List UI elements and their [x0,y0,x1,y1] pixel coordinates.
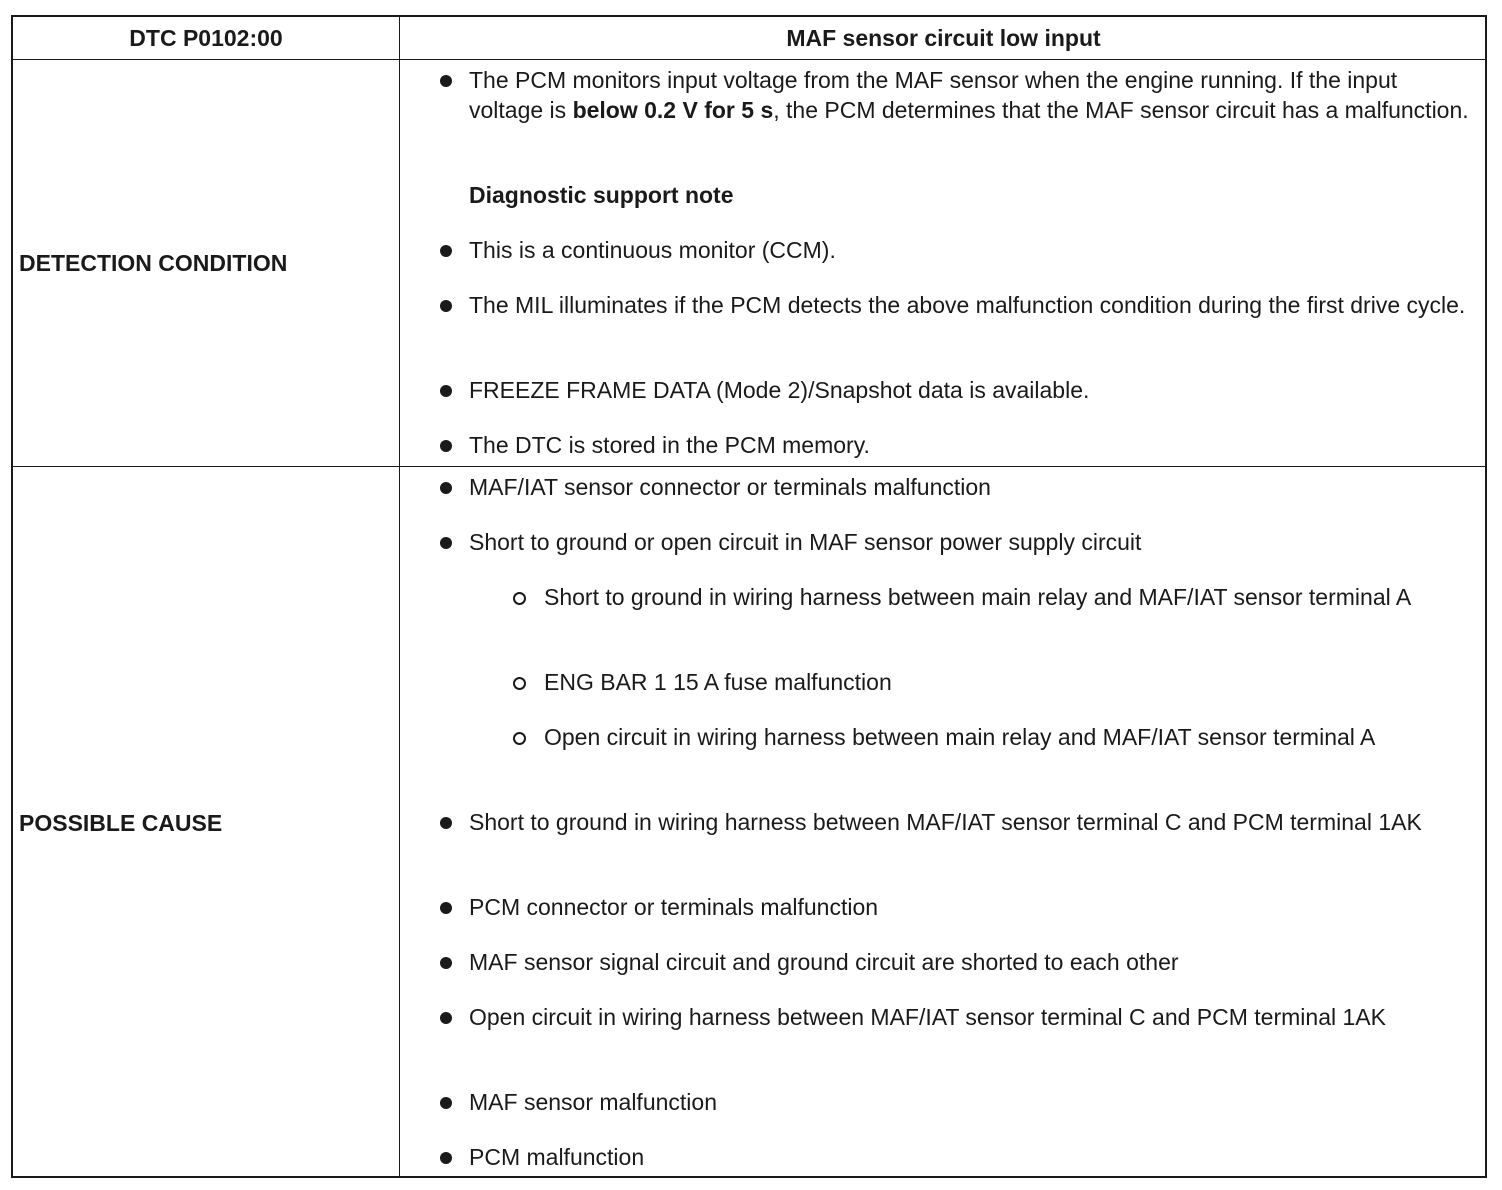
detection-item-text: The PCM monitors input voltage from the MAF sensor when the engine running. If the input voltage is [469,67,1398,123]
bullet-icon [440,1012,452,1024]
detection-item-freeze-frame: FREEZE FRAME DATA (Mode 2)/Snapshot data is available. [469,377,1090,403]
bullet-icon [440,902,452,914]
bullet-icon [440,1097,452,1109]
cause-item: Short to ground in wiring harness between MAF/IAT sensor terminal C and PCM terminal 1AK [469,809,1422,835]
bullet-icon [440,482,452,494]
cause-sub-item: ENG BAR 1 15 A fuse malfunction [544,669,892,695]
cause-item: Short to ground or open circuit in MAF sensor power supply circuit [469,529,1142,555]
detection-item-monitor [469,65,1469,125]
detection-threshold: below 0.2 V for 5 s [572,97,774,123]
cause-sub-item: Open circuit in wiring harness between main relay and MAF/IAT sensor terminal A [544,724,1376,750]
detection-item-mil: The MIL illuminates if the PCM detects the above malfunction condition during the first drive cycle. [469,292,1466,318]
cause-item: MAF sensor signal circuit and ground circuit are shorted to each other [469,949,1179,975]
bullet-icon [440,1152,452,1164]
bullet-icon [440,385,452,397]
header-divider [13,59,1485,60]
detection-item-ccm: This is a continuous monitor (CCM). [469,237,836,263]
sub-bullet-icon [513,732,526,745]
cause-item: MAF sensor malfunction [469,1089,717,1115]
dtc-table [11,15,1487,1178]
cause-item: MAF/IAT sensor connector or terminals malfunction [469,474,991,500]
bullet-icon [440,440,452,452]
row-divider [13,466,1485,467]
cause-item: Open circuit in wiring harness between MAF/IAT sensor terminal C and PCM terminal 1AK [469,1004,1386,1030]
detection-item-text: , the PCM determines that the MAF sensor circuit has a malfunction. [773,97,1469,123]
bullet-icon [440,75,452,87]
possible-cause-label: POSSIBLE CAUSE [19,810,223,836]
cause-item: PCM connector or terminals malfunction [469,894,879,920]
bullet-icon [440,300,452,312]
cause-sub-item: Short to ground in wiring harness between main relay and MAF/IAT sensor terminal A [544,584,1412,610]
detection-item-dtc-stored: The DTC is stored in the PCM memory. [469,432,870,458]
bullet-icon [440,817,452,829]
detection-condition-label: DETECTION CONDITION [19,250,288,276]
bullet-icon [440,957,452,969]
sub-bullet-icon [513,592,526,605]
cause-item: PCM malfunction [469,1144,645,1170]
dtc-code-header: DTC P0102:00 [129,24,283,51]
bullet-icon [440,245,452,257]
sub-bullet-icon [513,677,526,690]
dtc-description-header: MAF sensor circuit low input [786,24,1101,51]
column-divider [399,17,400,1176]
diagnostic-support-note-heading: Diagnostic support note [469,182,734,208]
bullet-icon [440,537,452,549]
